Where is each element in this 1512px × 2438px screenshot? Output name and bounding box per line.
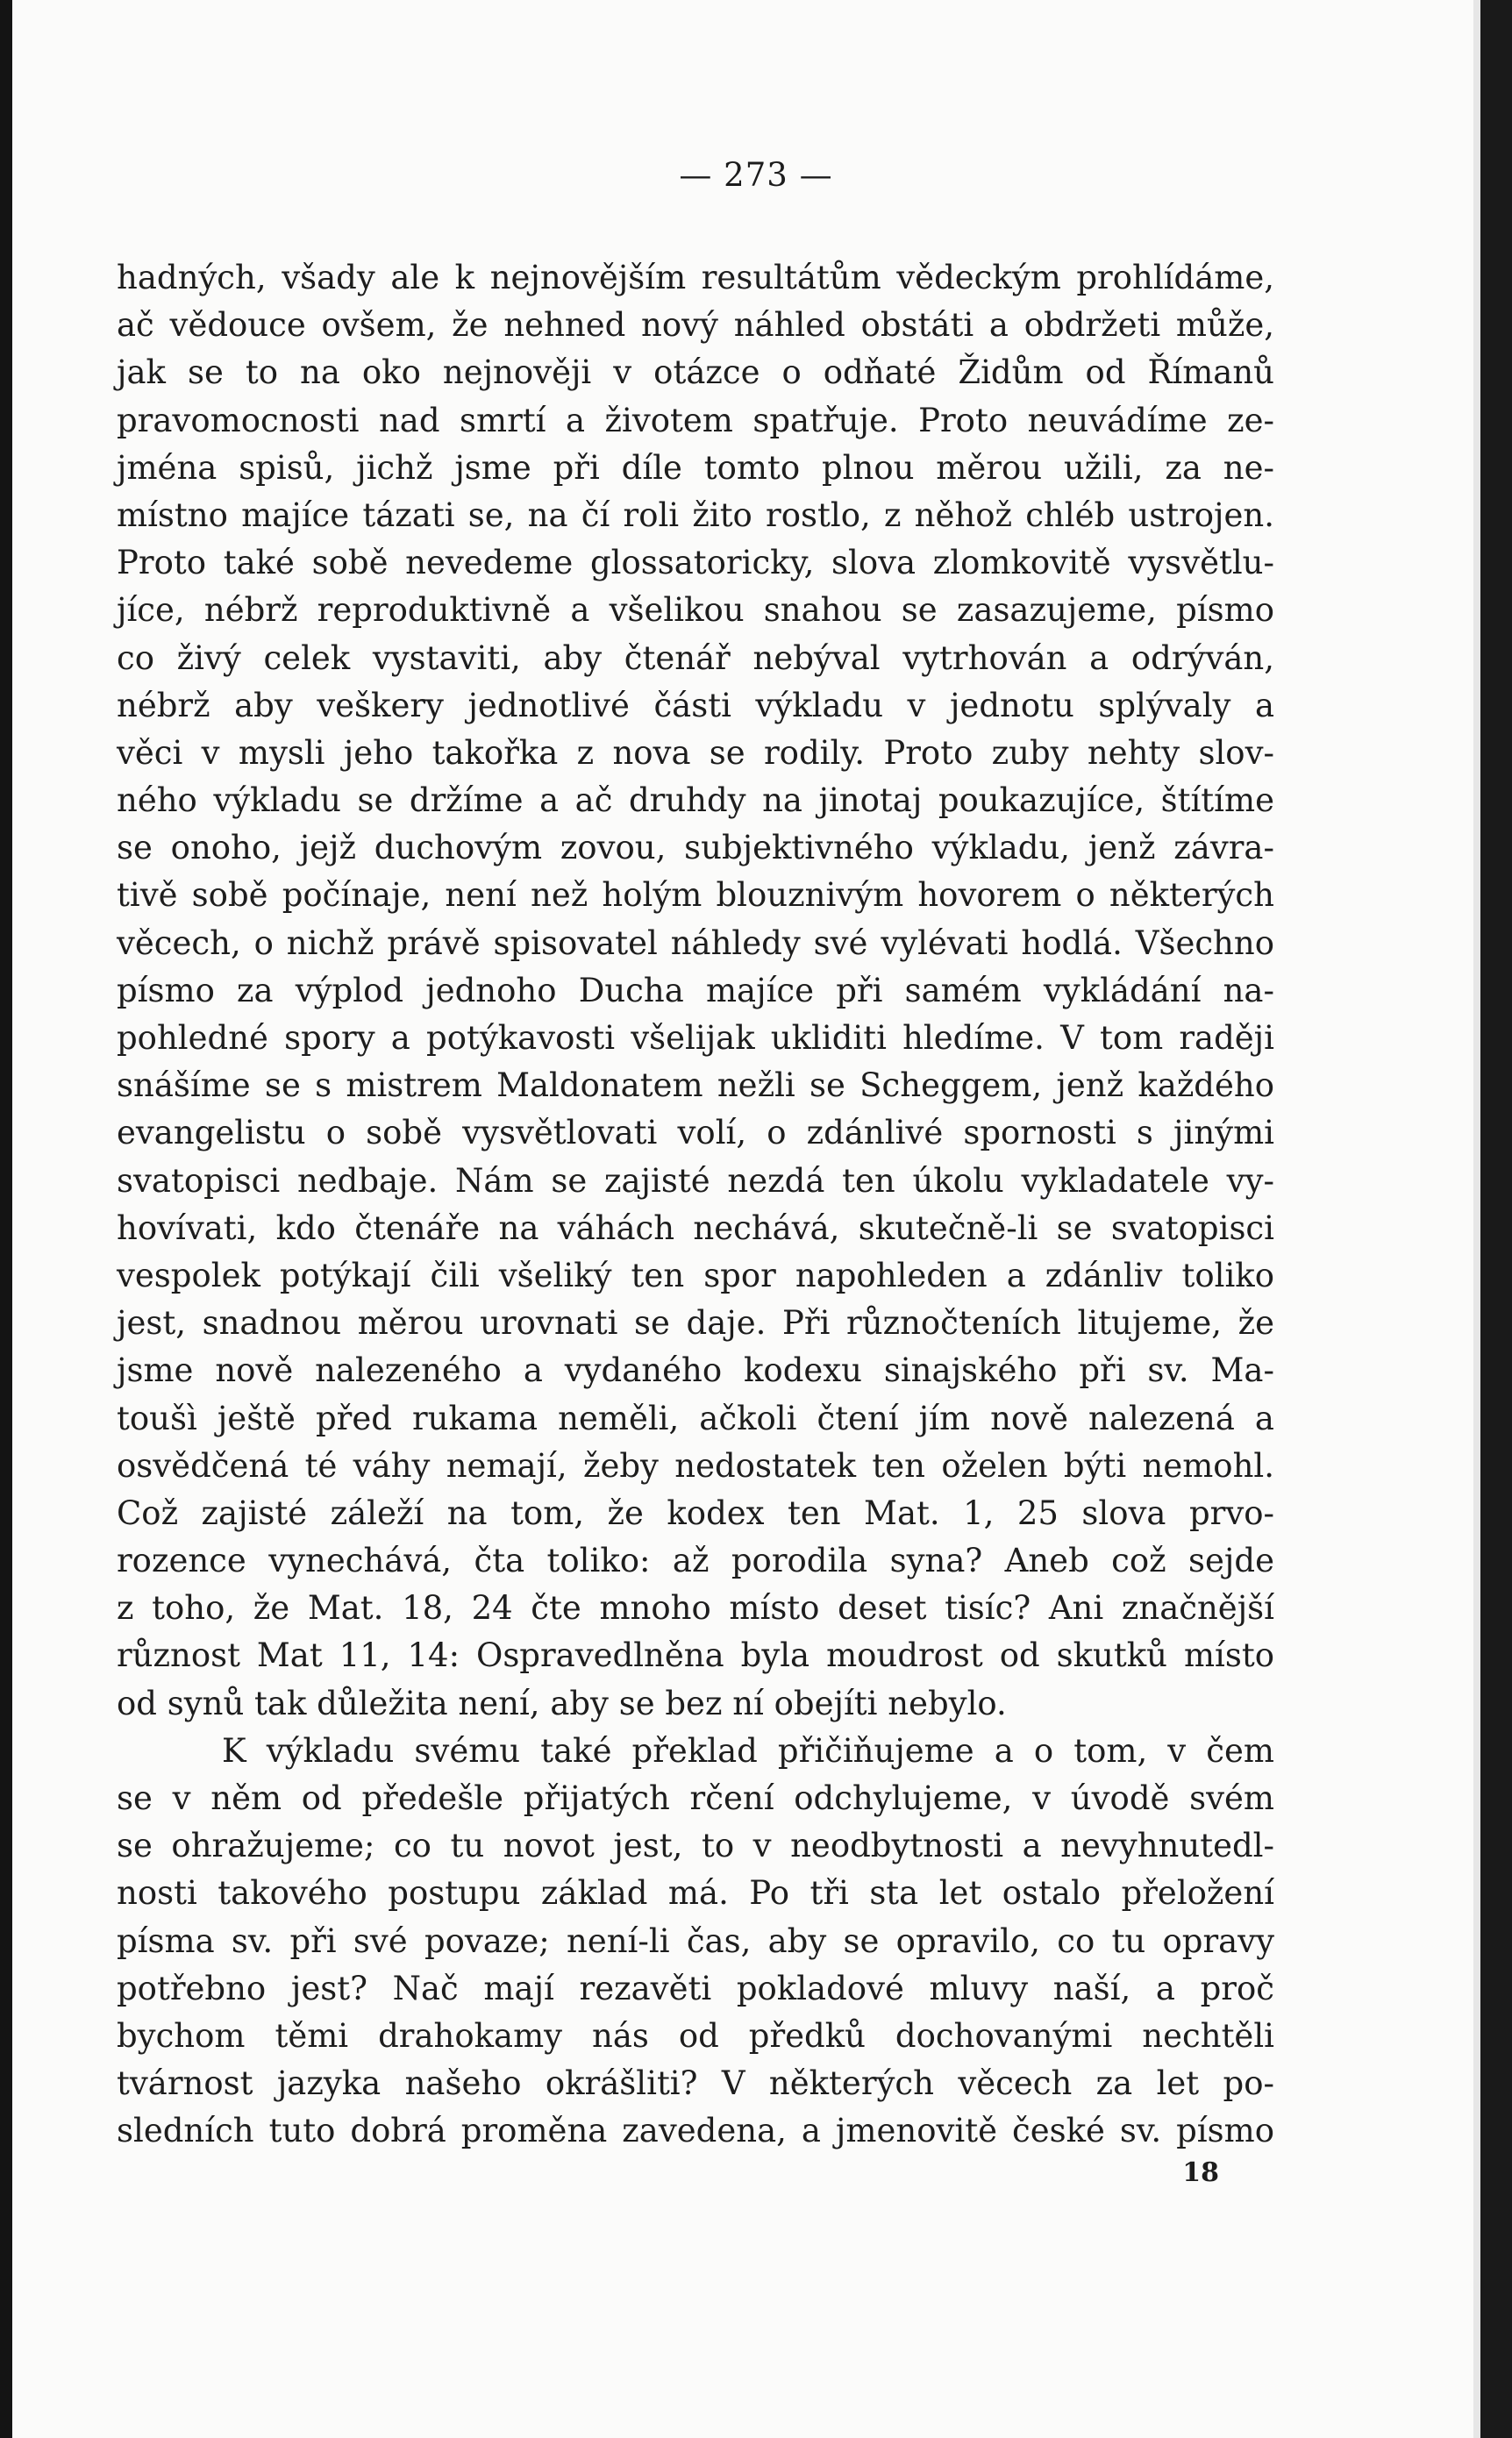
scan-border-right-shadow (1473, 0, 1480, 2438)
text-line: hadných, všady ale k nejnovějším resultátům vědeckým prohlídáme, (117, 259, 1274, 296)
text-line: se ohražujeme; co tu novot jest, to v neodbytnosti a nevyhnutedl- (117, 1827, 1274, 1865)
text-line: z toho, že Mat. 18, 24 čte mnoho místo deset tisíc? Ani značnější (117, 1589, 1274, 1628)
text-line: potřebno jest? Nač mají rezavěti pokladové mluvy naší, a proč (117, 1969, 1274, 2007)
text-line: jak se to na oko nejnověji v otázce o odňaté Židům od Římanů (117, 353, 1274, 392)
text-line: K výkladu svému také překlad přičiňujeme a o tom, v čem (222, 1731, 1274, 1770)
text-line: ného výkladu se držíme a ač druhdy na jinotaj poukazujíce, štítíme (117, 781, 1274, 820)
text-line: Proto také sobě nevedeme glossatoricky, slova zlomkovitě vysvětlu- (117, 544, 1274, 582)
text-line: písmo za výplod jednoho Ducha majíce při samém vykládání na- (117, 971, 1274, 1009)
text-line: jsme nově nalezeného a vydaného kodexu sinajského při sv. Ma- (117, 1351, 1274, 1390)
text-line: jest, snadnou měrou urovnati se daje. Při různočteních litujeme, že (117, 1304, 1274, 1343)
text-line: věcech, o nichž právě spisovatel náhledy své vylévati hodlá. Všechno (117, 923, 1274, 962)
text-line: různost Mat 11, 14: Ospravedlněna byla moudrost od skutků místo (117, 1636, 1274, 1675)
paragraph-2 (117, 1728, 1274, 2156)
text-line: písma sv. při své povaze; není-li čas, aby se opravilo, co tu opravy (117, 1921, 1274, 1960)
text-line: nosti takového postupu základ má. Po tři sta let ostalo přeložení (117, 1874, 1274, 1913)
text-line: tivě sobě počínaje, není než holým blouznivým hovorem o některých (117, 876, 1274, 915)
text-line: pohledné spory a potýkavosti všelijak ukliditi hledíme. V tom raději (117, 1019, 1274, 1057)
page-number-header: — 273 — (679, 156, 833, 194)
text-line: svatopisci nedbaje. Nám se zajisté nezdá ten úkolu vykladatele vy- (117, 1161, 1274, 1200)
text-line: sledních tuto dobrá proměna zavedena, a jmenovitě české sv. písmo (117, 2112, 1274, 2150)
text-line: osvědčená té váhy nemají, žeby nedostatek ten oželen býti nemohl. (117, 1446, 1274, 1485)
body-text (117, 254, 1274, 2156)
text-line: od synů tak důležita není, aby se bez ní obejíti nebylo. (117, 1684, 1007, 1722)
text-line: snášíme se s mistrem Maldonatem nežli se Scheggem, jenž každého (117, 1066, 1274, 1105)
paragraph-1 (117, 254, 1274, 1728)
text-line: jíce, nébrž reproduktivně a všelikou snahou se zasazujeme, písmo (117, 591, 1274, 630)
text-line: hovívati, kdo čtenáře na váhách nechává, skutečně-li se svatopisci (117, 1208, 1274, 1247)
scan-border-left (0, 0, 12, 2438)
text-line: pravomocnosti nad smrtí a životem spatřuje. Proto neuvádíme ze- (117, 401, 1274, 439)
scan-border-right (1480, 0, 1512, 2438)
text-line: rozence vynechává, čta toliko: až porodila syna? Aneb což sejde (117, 1542, 1274, 1580)
text-line: evangelistu o sobě vysvětlovati volí, o zdánlivé spornosti s jinými (117, 1114, 1274, 1152)
text-line: Což zajisté záleží na tom, že kodex ten Mat. 1, 25 slova prvo- (117, 1493, 1274, 1532)
text-line: místno majíce tázati se, na čí roli žito rostlo, z něhož chléb ustrojen. (117, 495, 1274, 534)
text-line: bychom těmi drahokamy nás od předků dochovanými nechtěli (117, 2016, 1274, 2055)
text-line: co živý celek vystaviti, aby čtenář nebýval vytrhován a odrýván, (117, 638, 1274, 677)
text-line: nébrž aby veškery jednotlivé části výkladu v jednotu splývaly a (117, 686, 1274, 724)
text-line: se onoho, jejž duchovým zovou, subjektivného výkladu, jenž závra- (117, 829, 1274, 867)
signature-mark: 18 (1182, 2157, 1219, 2188)
text-line: toušì ještě před rukama neměli, ačkoli čtení jím nově nalezená a (117, 1399, 1274, 1437)
text-line: věci v mysli jeho takořka z nova se rodily. Proto zuby nehty slov- (117, 733, 1274, 772)
text-line: vespolek potýkají čili všeliký ten spor napohleden a zdánliv toliko (117, 1256, 1274, 1294)
text-line: tvárnost jazyka našeho okrášliti? V některých věcech za let po- (117, 2064, 1274, 2103)
text-line: se v něm od předešle přijatých rčení odchylujeme, v úvodě svém (117, 1779, 1274, 1817)
text-line: ač vědouce ovšem, že nehned nový náhled obstáti a obdržeti může, (117, 306, 1274, 345)
text-line: jména spisů, jichž jsme při díle tomto plnou měrou užili, za ne- (117, 448, 1274, 487)
